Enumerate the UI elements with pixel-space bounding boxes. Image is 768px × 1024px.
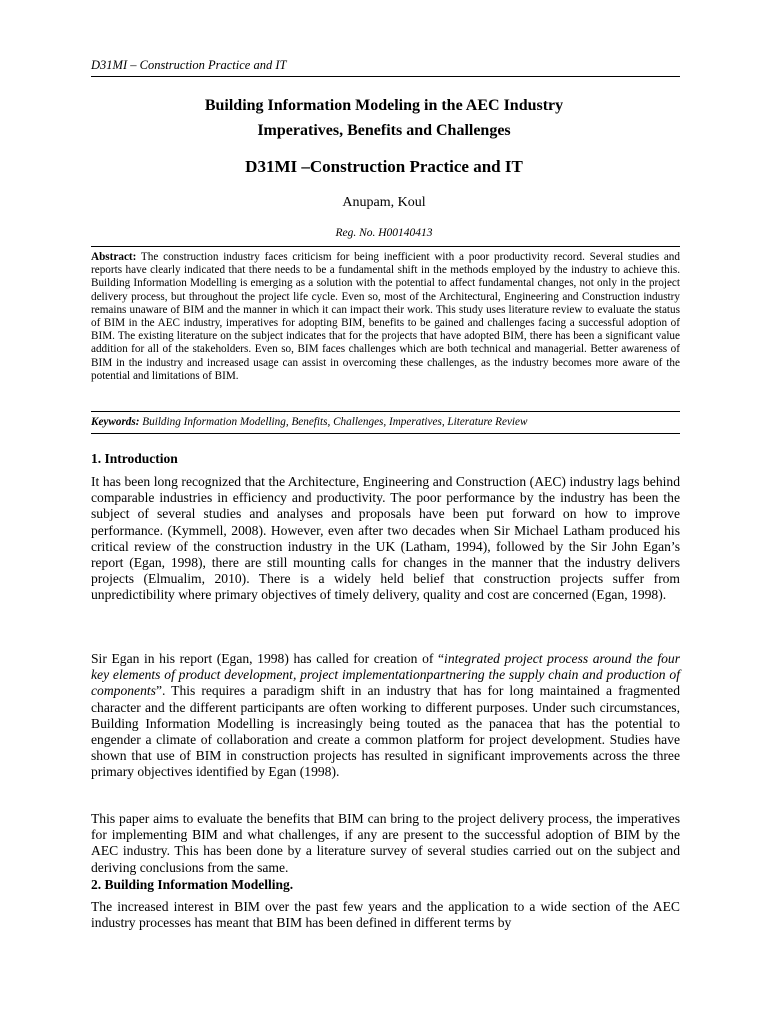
header-divider	[91, 76, 680, 77]
running-header: D31MI – Construction Practice and IT	[91, 58, 287, 72]
keywords-divider-top	[91, 411, 680, 412]
abstract	[91, 251, 680, 383]
keywords	[91, 415, 680, 429]
paper-title-line1: Building Information Modeling in the AEC Industry	[204, 97, 564, 114]
keywords-text: Building Information Modelling, Benefits, Challenges, Imperatives, Literature Review	[139, 416, 528, 428]
paragraph-intro-2-end: ”. This requires a paradigm shift in an industry that has for long maintained a fragmented character and the different participants are often working to different purposes. Under such circumstances, Building Information Modelling is increasingly being touted as the panacea that has the potential to engender a climate of collaboration and create a common platform for project development. Studies have shown that use of BIM in construction projects has resulted in significant improvements across the three primary objectives identified by Egan (1998).	[91, 683, 680, 780]
paragraph-bim-1: The increased interest in BIM over the past few years and the application to a wide section of the AEC industry processes has meant that BIM has been defined in different terms by	[91, 899, 680, 931]
paper-title-line2: Imperatives, Benefits and Challenges	[257, 122, 511, 139]
abstract-label: Abstract:	[91, 251, 137, 263]
abstract-divider-top	[91, 246, 680, 247]
paragraph-intro-2-start: Sir Egan in his report (Egan, 1998) has called for creation of “	[91, 651, 445, 666]
keywords-divider-bottom	[91, 433, 680, 434]
paragraph-intro-3: This paper aims to evaluate the benefits that BIM can bring to the project delivery process, the imperatives for implementing BIM and what challenges, if any are present to the successful adoption of BIM by the AEC industry. This has been done by a literature survey of several studies carried out on the subject and deriving conclusions from the same.	[91, 811, 680, 875]
keywords-label: Keywords:	[91, 416, 140, 428]
author-name: Anupam, Koul	[342, 195, 426, 210]
section-heading-bim: 2. Building Information Modelling.	[91, 877, 294, 892]
abstract-text: The construction industry faces criticism for being inefficient with a poor productivity record. Several studies and reports have clearly indicated that there needs to be a fundamental shift in the methods employed by the industry to achieve this. Building Information Modelling is emerging as a solution with the potential to affect fundamental changes, not only in the project delivery process, but throughout the project life cycle. Even so, most of the Architectural, Engineering and Construction industry remains unaware of BIM and the manner in which it can impact their work. This study uses literature review to evaluate the status of BIM in the AEC industry, imperatives for adopting BIM, benefits to be gained and challenges facing a successful adoption of BIM. The existing literature on the subject indicates that for the projects that have adopted BIM, there has been a significant value addition for all of the stakeholders. Even so, BIM faces challenges which are both technical and managerial. Better awareness of BIM in the industry and increased usage can assist in overcoming these challenges, as the industry becomes more aware of the potential and limitations of BIM.	[91, 251, 680, 382]
section-heading-introduction: 1. Introduction	[91, 451, 178, 466]
registration-number: Reg. No. H00140413	[335, 227, 433, 239]
course-title: D31MI –Construction Practice and IT	[245, 157, 523, 176]
paragraph-intro-2	[91, 651, 680, 781]
egan-quote: integrated project process around the four key elements of product development, project implementationpartnering the supply chain and production of components	[91, 651, 680, 699]
paragraph-intro-1: It has been long recognized that the Architecture, Engineering and Construction (AEC) industry lags behind comparable industries in efficiency and productivity. The poor performance by the industry has been the subject of several studies and analyses and proposals have been put forward on how to improve performance. (Kymmell, 2008). However, even after two decades when Sir Michael Latham produced his critical review of the construction industry in the UK (Latham, 1994), followed by the Sir John Egan’s report (Egan, 1998), there are still mounting calls for changes in the manner that the industry delivers projects (Elmualim, 2010). There is a widely held belief that construction projects suffer from unpredictibility where primary objectives of timely delivery, quality and cost are concerned (Egan, 1998).	[91, 474, 680, 603]
